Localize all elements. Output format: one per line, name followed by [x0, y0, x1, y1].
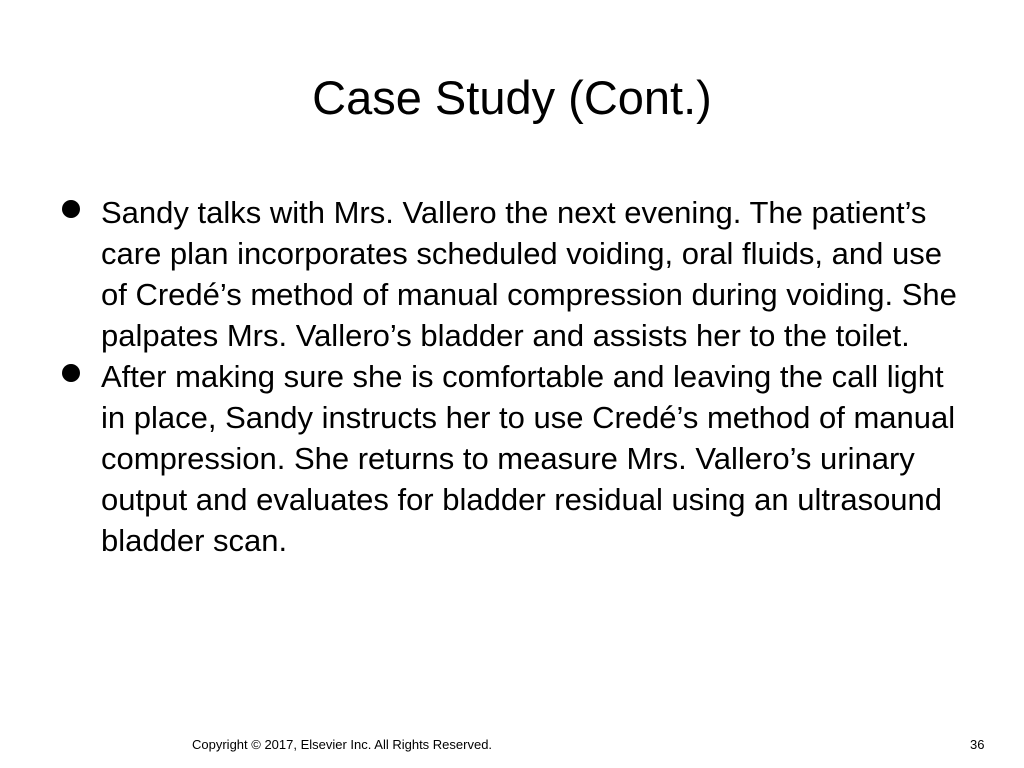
bullet-text: Sandy talks with Mrs. Vallero the next evening. The patient’s care plan incorporates scheduled voiding, oral fluids, and use of Credé’s method of manual compression during voiding. She palpates Mrs. Vallero’s bladder and assists her to the toilet. [101, 195, 957, 353]
page-number: 36 [970, 737, 985, 752]
bullet-dot-icon [62, 364, 80, 382]
slide-title: Case Study (Cont.) [312, 71, 712, 124]
bullet-item [0, 192, 961, 356]
bullet-text: After making sure she is comfortable and leaving the call light in place, Sandy instructs her to use Credé’s method of manual compression. She returns to measure Mrs. Vallero’s urinary output and evaluates for bladder residual using an ultrasound bladder scan. [101, 359, 956, 558]
bullet-list [0, 192, 1024, 561]
bullet-item [0, 356, 961, 561]
footer-copyright: Copyright © 2017, Elsevier Inc. All Rights Reserved. [192, 737, 493, 752]
bullet-dot-icon [62, 200, 80, 218]
